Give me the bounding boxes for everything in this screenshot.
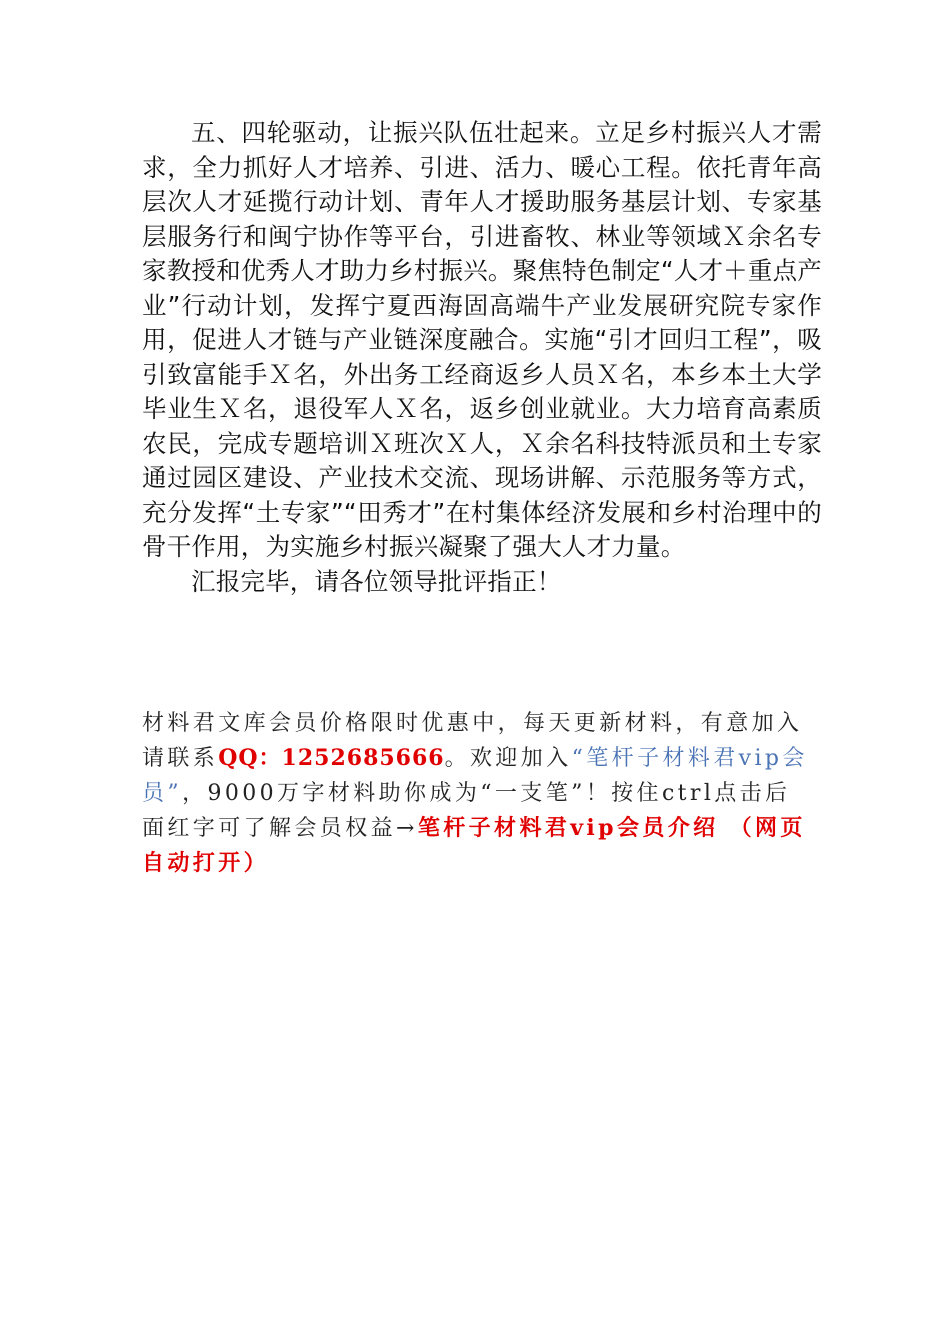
promo-text-join: 。欢迎加入 [444,746,572,771]
paragraph-talent-team: 五、四轮驱动，让振兴队伍壮起来。立足乡村振兴人才需求，全力抓好人才培养、引进、活力、暖心工程。依托青年高层次人才延揽行动计划、青年人才援助服务基层计划、专家基层服务行和闽宁协作等平台，引进畜牧、林业等领域Ｘ余名专家教授和优秀人才助力乡村振兴。聚焦特色制定“人才＋重点产业”行动计划，发挥宁夏西海固高端牛产业发展研究院专家作用，促进人才链与产业链深度融合。实施“引才回归工程”，吸引致富能手Ｘ名，外出务工经商返乡人员Ｘ名，本乡本土大学毕业生Ｘ名，退役军人Ｘ名，返乡创业就业。大力培育高素质农民，完成专题培训Ｘ班次Ｘ人，Ｘ余名科技特派员和土专家通过园区建设、产业技术交流、现场讲解、示范服务等方式，充分发挥“土专家”“田秀才”在村集体经济发展和乡村治理中的骨干作用，为实施乡村振兴凝聚了强大人才力量。 [142,118,822,561]
promo-text-benefits: ，9000万字材料助你成为“一支笔”！按住ctrl点击后面红字可了解会员权益→ [142,781,791,841]
membership-promo [142,706,812,881]
vip-intro-link[interactable]: 笔杆子材料君vip会员介绍 （网页自动打开） [142,815,806,876]
vip-member-link[interactable]: “笔杆子材料君vip会员” [142,746,808,806]
document-body [142,116,822,599]
qq-contact: QQ：1252685666 [218,745,445,771]
paragraph-closing: 汇报完毕，请各位领导批评指正！ [191,566,562,596]
promo-text-intro: 材料君文库会员价格限时优惠中，每天更新材料，有意加入请联系 [142,711,803,771]
